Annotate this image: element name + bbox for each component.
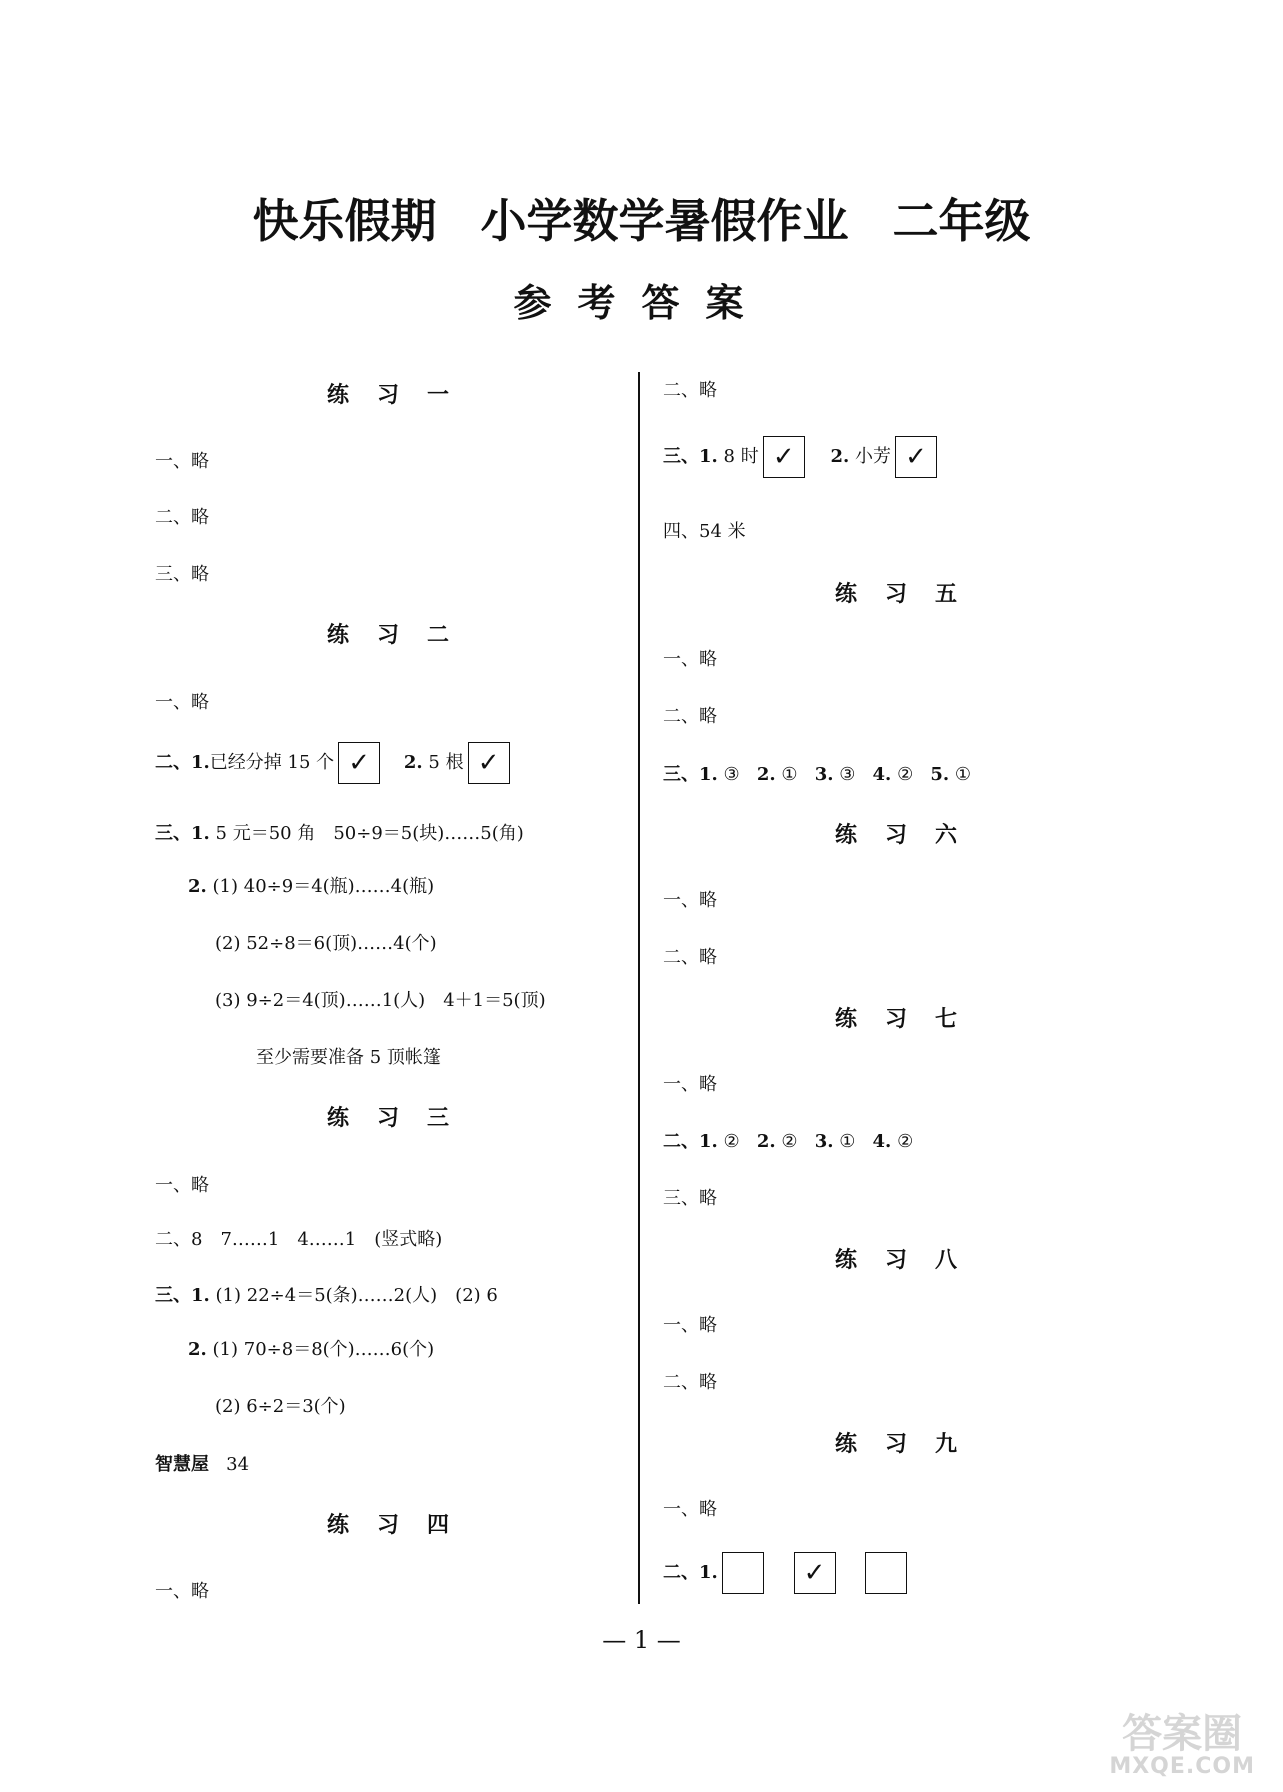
answer-line: 二、略 <box>663 706 717 727</box>
check-box: ✓ <box>895 436 937 478</box>
title-part-3: 二年级 <box>892 194 1031 248</box>
check-box: ✓ <box>763 436 805 478</box>
check-box: ✓ <box>794 1552 836 1594</box>
check-box: ✓ <box>338 742 380 784</box>
section-title-2: 练习二 <box>327 623 478 648</box>
answer-line: 四、54 米 <box>663 521 746 542</box>
page-number: — 1 — <box>602 1626 681 1654</box>
answer-line: 三、1. 5 元＝50 角 50÷9＝5(块)……5(角) <box>155 823 524 844</box>
answer-line: 二、略 <box>155 507 209 528</box>
empty-box <box>722 1552 764 1594</box>
section-title-6: 练习六 <box>835 823 986 848</box>
answer-line: 一、略 <box>155 1175 209 1196</box>
answer-line: 二、略 <box>663 1372 717 1393</box>
answer-line: 一、略 <box>663 649 717 670</box>
empty-box <box>865 1552 907 1594</box>
answer-line: 2. (1) 40÷9＝4(瓶)……4(瓶) <box>188 876 435 897</box>
title-part-1: 快乐假期 <box>252 194 437 248</box>
answer-line: 三、略 <box>663 1188 717 1209</box>
answer-line: 三、1. ③ 2. ① 3. ③ 4. ② 5. ① <box>663 764 972 785</box>
answer-line: 一、略 <box>663 890 717 911</box>
answer-line: 一、略 <box>663 1315 717 1336</box>
section-title-4: 练习四 <box>327 1513 478 1538</box>
answer-line: 一、略 <box>663 1074 717 1095</box>
answer-line: (2) 6÷2＝3(个) <box>215 1396 346 1417</box>
check-box: ✓ <box>468 742 510 784</box>
answer-line: 一、略 <box>663 1499 717 1520</box>
answer-line: (3) 9÷2＝4(顶)……1(人) 4＋1＝5(顶) <box>215 990 546 1011</box>
section-title-5: 练习五 <box>835 582 986 607</box>
answer-line: 二、略 <box>663 380 717 401</box>
answer-line: 至少需要准备 5 顶帐篷 <box>256 1047 441 1068</box>
answer-line: 三、1. 8 时 ✓ 2. 小芳 ✓ <box>663 436 937 478</box>
answer-line: 一、略 <box>155 451 209 472</box>
answer-line: 一、略 <box>155 1581 209 1602</box>
section-title-3: 练习三 <box>327 1106 478 1131</box>
page-title <box>0 185 1283 251</box>
answer-line: 2. (1) 70÷8＝8(个)……6(个) <box>188 1339 435 1360</box>
answer-line: 二、1. ② 2. ② 3. ① 4. ② <box>663 1131 914 1152</box>
answer-line: 二、1.已经分掉 15 个 ✓ 2. 5 根 ✓ <box>155 742 510 784</box>
answer-line: (2) 52÷8＝6(顶)……4(个) <box>215 933 437 954</box>
answer-line: 三、1. (1) 22÷4＝5(条)……2(人) (2) 6 <box>155 1285 498 1306</box>
answer-line: 一、略 <box>155 692 209 713</box>
answer-line: 智慧屋 34 <box>155 1454 250 1475</box>
answer-line: 二、1. ✓ <box>663 1552 907 1594</box>
watermark-logo: 答案圈 MXQE.COM <box>1109 1710 1255 1779</box>
page-subtitle: 参考答案 <box>513 281 770 325</box>
section-title-1: 练习一 <box>327 383 478 408</box>
section-title-7: 练习七 <box>835 1007 986 1032</box>
answer-line: 三、略 <box>155 564 209 585</box>
answer-line: 二、略 <box>663 947 717 968</box>
section-title-8: 练习八 <box>835 1248 986 1273</box>
column-divider <box>638 372 640 1604</box>
title-part-2: 小学数学暑假作业 <box>480 194 849 248</box>
answer-line: 二、8 7……1 4……1 (竖式略) <box>155 1229 443 1250</box>
section-title-9: 练习九 <box>835 1432 986 1457</box>
